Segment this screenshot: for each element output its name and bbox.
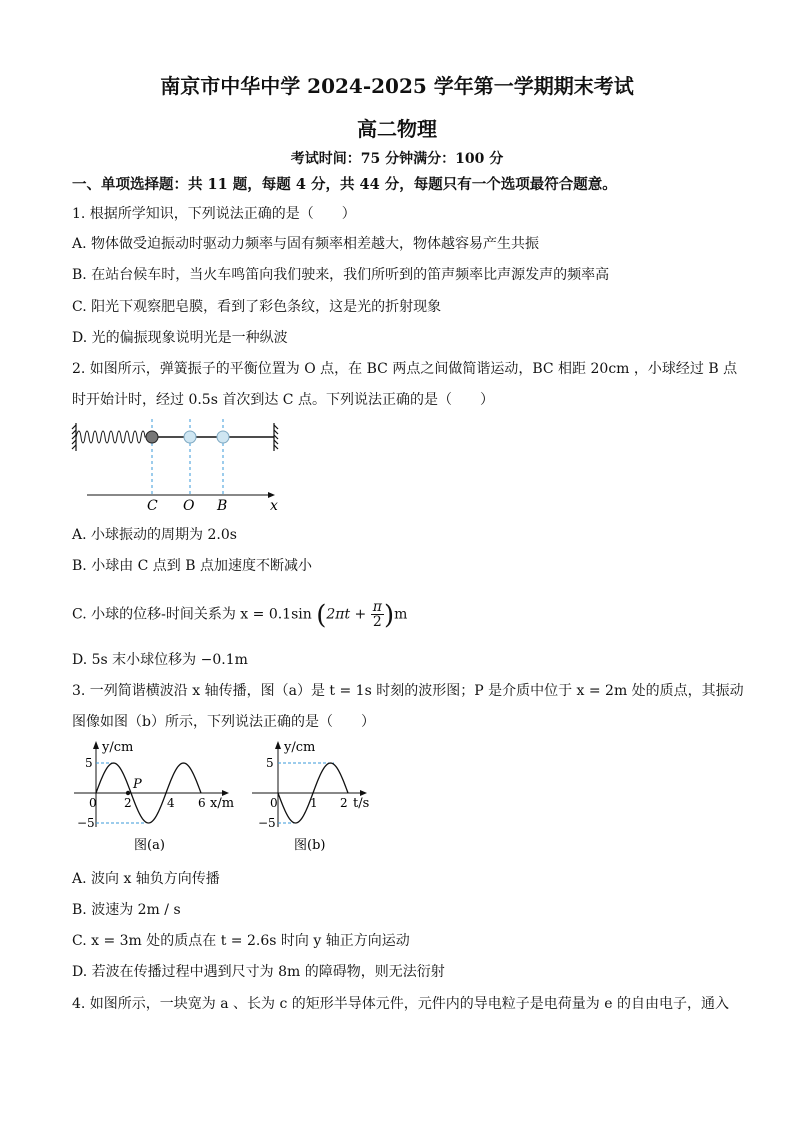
ball-at-c [146,431,158,443]
tick-t-0: 0 [270,796,278,810]
spring-oscillator-figure [70,415,285,515]
q1-stem: 1. 根据所学知识，下列说法正确的是（ ） [72,206,356,222]
y-axis-label: y/cm [102,740,134,755]
tick-x-0: 0 [89,796,97,810]
label-p: P [133,777,142,792]
label-c: C [147,498,158,514]
label-x: x [270,498,278,514]
left-wall [72,423,76,451]
label-o: O [183,498,195,514]
q3-option-a: A. 波向 x 轴负方向传播 [72,871,220,887]
q2-option-c [72,600,407,631]
q2-option-c-expr: 2πt + [326,606,367,623]
paren-open: ( [316,600,327,631]
q2-stem-line1: 2. 如图所示，弹簧振子的平衡位置为 O 点，在 BC 两点之间做简谐运动，BC 相距 20cm ，小球经过 B 点 [72,361,738,377]
q3-stem-line1: 3. 一列简谐横波沿 x 轴传播，图（a）是 t = 1s 时刻的波形图；P 是介质中位于 x = 2m 处的质点，其振动 [72,683,744,699]
fraction [371,600,384,629]
y-axis-label: y/cm [284,740,316,755]
q2-stem-line2: 时开始计时，经过 0.5s 首次到达 C 点。下列说法正确的是（ ） [72,392,494,408]
ball-at-b [217,431,229,443]
q2-option-d: D. 5s 末小球位移为 −0.1m [72,652,248,668]
q1-option-a: A. 物体做受迫振动时驱动力频率与固有频率相差越大，物体越容易产生共振 [72,236,540,252]
q2-option-c-prefix: C. 小球的位移-时间关系为 x = 0.1sin [72,606,312,623]
q2-option-c-unit: m [394,606,408,623]
label-b: B [217,498,228,514]
point-p [126,791,130,795]
tick-t-1: 1 [310,796,318,810]
tick-x-2: 2 [124,796,132,810]
q3-option-d: D. 若波在传播过程中遇到尺寸为 8m 的障碍物，则无法衍射 [72,964,445,980]
exam-title: 南京市中华中学 2024-2025 学年第一学期期末考试 [160,74,634,98]
wave-figure-a [72,735,242,855]
q2-option-b: B. 小球由 C 点到 B 点加速度不断减小 [72,558,312,574]
caption-a: 图(a) [134,838,165,853]
section-heading: 一、单项选择题：共 11 题，每题 4 分，共 44 分，每题只有一个选项最符合题意。 [72,176,617,193]
spring [76,431,147,443]
tick-y-5: 5 [85,756,93,770]
exam-info: 考试时间：75 分钟满分：100 分 [290,151,504,167]
x-axis-label: t/s [353,796,370,811]
right-wall [274,423,278,451]
q3-option-b: B. 波速为 2m / s [72,902,181,918]
q3-option-c: C. x = 3m 处的质点在 t = 2.6s 时向 y 轴正方向运动 [72,933,410,949]
caption-b: 图(b) [294,838,326,853]
tick-y-neg5: −5 [77,816,95,830]
tick-x-4: 4 [167,796,175,810]
paren-close: ) [383,600,395,631]
ball-at-o [184,431,196,443]
vibration-figure-b [250,735,380,855]
x-axis-label: x/m [210,796,235,811]
q1-option-d: D. 光的偏振现象说明光是一种纵波 [72,330,288,346]
subject-title: 高二物理 [357,117,437,141]
tick-y-neg5: −5 [258,816,276,830]
q3-stem-line2: 图像如图（b）所示，下列说法正确的是（ ） [72,714,375,730]
q4-stem-line1: 4. 如图所示，一块宽为 a 、长为 c 的矩形半导体元件，元件内的导电粒子是电荷量为 e 的自由电子，通入 [72,996,729,1012]
tick-t-2: 2 [340,796,348,810]
tick-y-5: 5 [266,756,274,770]
fraction-numerator: π [372,599,382,615]
q2-option-a: A. 小球振动的周期为 2.0s [72,527,237,543]
q1-option-c: C. 阳光下观察肥皂膜，看到了彩色条纹，这是光的折射现象 [72,299,442,315]
fraction-denominator: 2 [372,614,382,630]
q1-option-b: B. 在站台候车时，当火车鸣笛向我们驶来，我们所听到的笛声频率比声源发声的频率高 [72,267,610,283]
tick-x-6: 6 [198,796,206,810]
